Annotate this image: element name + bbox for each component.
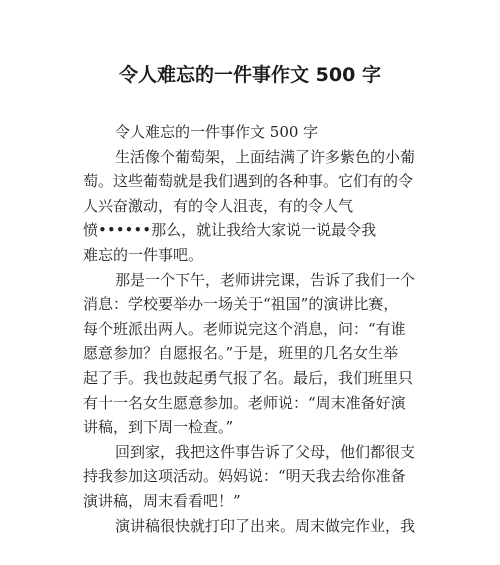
body-line: 那是一个下午，老师讲完课，告诉了我们一个 (115, 270, 416, 289)
body-line: 讲稿，到下周一检查。” (83, 418, 234, 437)
page-title: 令人难忘的一件事作文 500 字 (119, 64, 381, 86)
body-line: 难忘的一件事吧。 (83, 245, 204, 264)
body-line: 愤••••••那么，就让我给大家说一说最令我 (83, 221, 377, 240)
essay-body (83, 120, 419, 538)
body-line: 生活像个葡萄架，上面结满了许多紫色的小葡 (115, 147, 416, 166)
body-line: 人兴奋激动，有的令人沮丧，有的令人气 (83, 196, 354, 215)
body-line: 萄。这些葡萄就是我们遇到的各种事。它们有的令 (83, 172, 414, 191)
body-line: 每个班派出两人。老师说完这个消息，问：“有谁 (83, 319, 406, 338)
body-line: 演讲稿，周末看看吧！” (83, 491, 241, 510)
body-line: 演讲稿很快就打印了出来。周末做完作业，我 (115, 516, 416, 535)
body-line: 令人难忘的一件事作文 500 字 (115, 123, 319, 141)
body-line: 起了手。我也鼓起勇气报了名。最后，我们班里只 (83, 368, 414, 387)
body-line: 回到家，我把这件事告诉了父母，他们都很支 (115, 442, 416, 461)
body-line: 愿意参加？自愿报名。”于是，班里的几名女生举 (83, 344, 399, 363)
body-line: 持我参加这项活动。妈妈说：“明天我去给你准备 (83, 467, 406, 486)
body-line: 有十一名女生愿意参加。老师说：“周末准备好演 (83, 393, 406, 412)
body-line: 消息：学校要举办一场关于“祖国”的演讲比赛， (83, 295, 399, 314)
